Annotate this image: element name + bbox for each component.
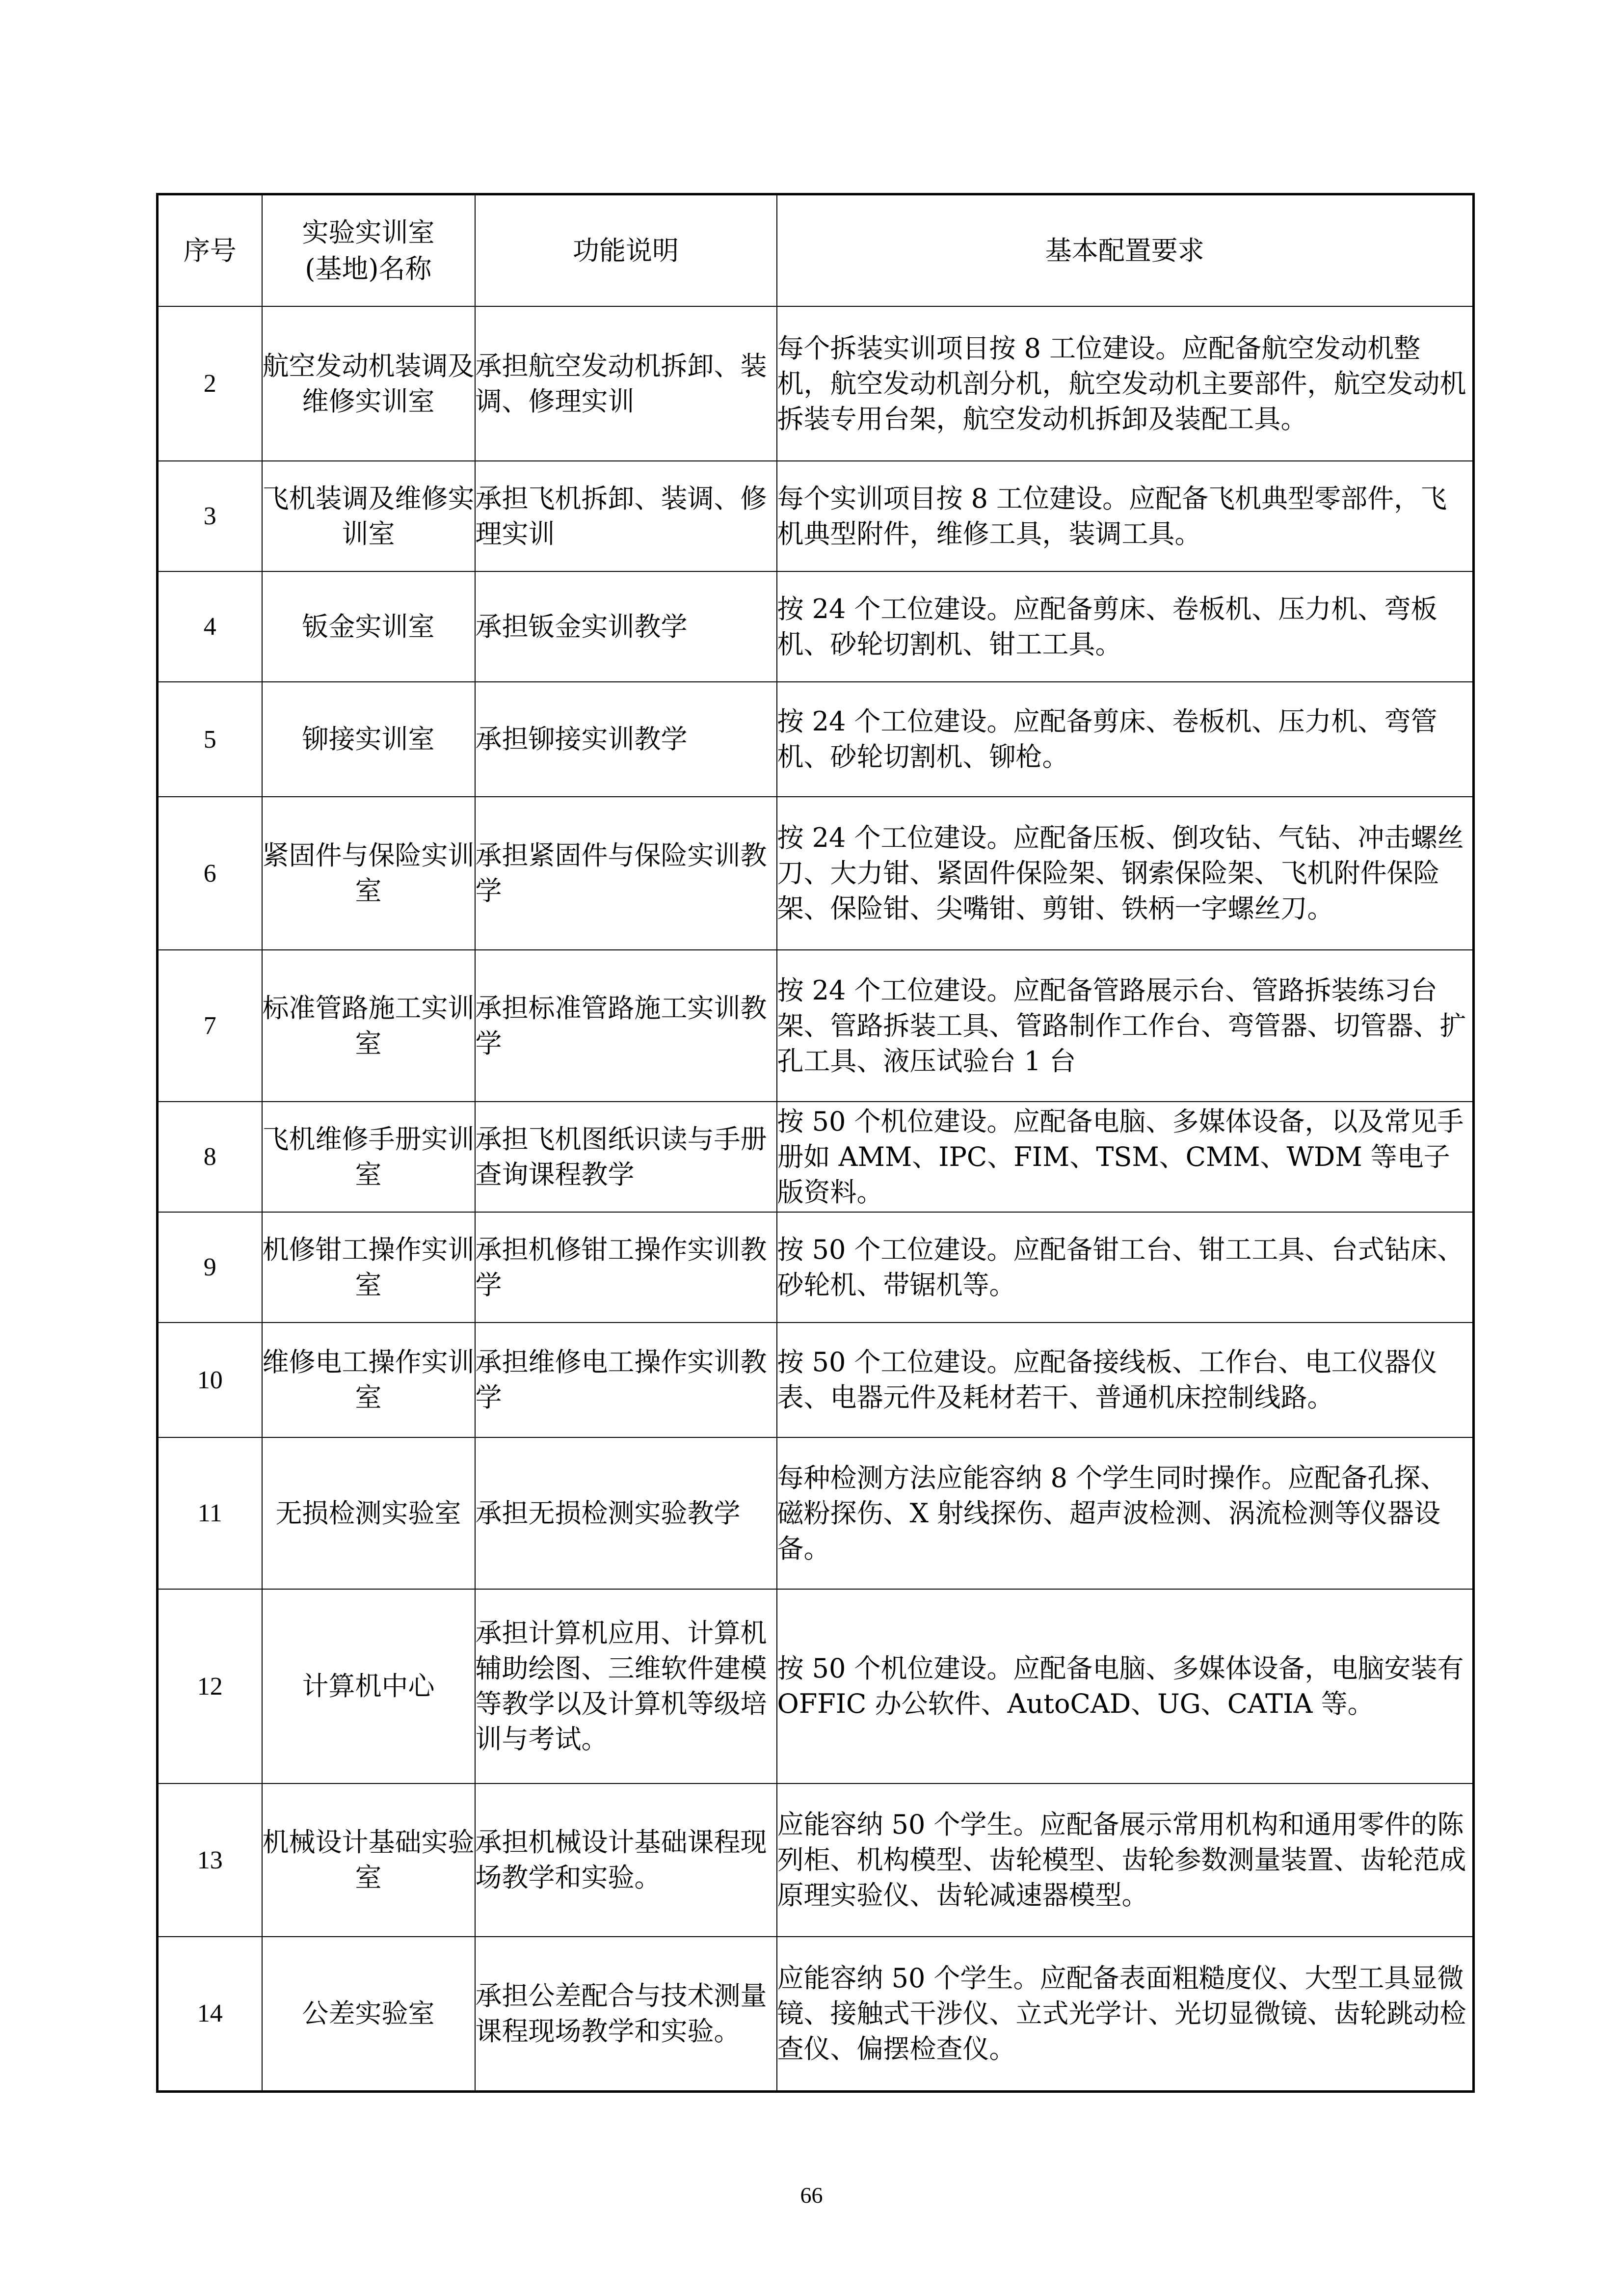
row-requirements: 按 50 个工位建设。应配备钳工台、钳工工具、台式钻床、砂轮机、带锯机等。	[777, 1212, 1474, 1323]
row-function: 承担飞机拆卸、装调、修理实训	[475, 461, 777, 571]
table-row	[158, 950, 1474, 1102]
row-name: 计算机中心	[262, 1589, 475, 1783]
table-row	[158, 1937, 1474, 2091]
row-seq: 10	[158, 1323, 262, 1437]
row-function: 承担钣金实训教学	[475, 571, 777, 682]
row-function: 承担计算机应用、计算机辅助绘图、三维软件建模等教学以及计算机等级培训与考试。	[475, 1589, 777, 1783]
row-requirements: 按 24 个工位建设。应配备管路展示台、管路拆装练习台架、管路拆装工具、管路制作工作台、弯管器、切管器、扩孔工具、液压试验台 1 台	[777, 950, 1474, 1102]
row-seq: 14	[158, 1937, 262, 2091]
header-name	[262, 194, 475, 307]
table-header-row	[158, 194, 1474, 307]
row-name: 飞机装调及维修实训室	[262, 461, 475, 571]
row-name: 机修钳工操作实训室	[262, 1212, 475, 1323]
table-row	[158, 1102, 1474, 1212]
lab-configuration-table	[156, 193, 1475, 2093]
row-seq: 12	[158, 1589, 262, 1783]
row-name: 紧固件与保险实训室	[262, 797, 475, 950]
table-row	[158, 1212, 1474, 1323]
row-seq: 2	[158, 306, 262, 461]
row-seq: 3	[158, 461, 262, 571]
row-name: 标准管路施工实训室	[262, 950, 475, 1102]
row-seq: 9	[158, 1212, 262, 1323]
table-row	[158, 461, 1474, 571]
table-row	[158, 797, 1474, 950]
row-function: 承担紧固件与保险实训教学	[475, 797, 777, 950]
header-requirements: 基本配置要求	[777, 194, 1474, 307]
row-function: 承担标准管路施工实训教学	[475, 950, 777, 1102]
header-seq: 序号	[158, 194, 262, 307]
row-requirements: 应能容纳 50 个学生。应配备表面粗糙度仪、大型工具显微镜、接触式干涉仪、立式光学计、光切显微镜、齿轮跳动检查仪、偏摆检查仪。	[777, 1937, 1474, 2091]
row-function: 承担公差配合与技术测量课程现场教学和实验。	[475, 1937, 777, 2091]
page-number: 66	[800, 2183, 823, 2208]
row-requirements: 每个拆装实训项目按 8 工位建设。应配备航空发动机整机，航空发动机剖分机，航空发动机主要部件，航空发动机拆装专用台架，航空发动机拆卸及装配工具。	[777, 306, 1474, 461]
row-seq: 7	[158, 950, 262, 1102]
row-name: 飞机维修手册实训室	[262, 1102, 475, 1212]
row-seq: 4	[158, 571, 262, 682]
row-requirements: 按 50 个工位建设。应配备接线板、工作台、电工仪器仪表、电器元件及耗材若干、普通机床控制线路。	[777, 1323, 1474, 1437]
table-row	[158, 1783, 1474, 1937]
row-name: 机械设计基础实验室	[262, 1783, 475, 1937]
row-requirements: 应能容纳 50 个学生。应配备展示常用机构和通用零件的陈列柜、机构模型、齿轮模型、齿轮参数测量装置、齿轮范成原理实验仪、齿轮减速器模型。	[777, 1783, 1474, 1937]
row-requirements: 每种检测方法应能容纳 8 个学生同时操作。应配备孔探、磁粉探伤、X 射线探伤、超声波检测、涡流检测等仪器设备。	[777, 1437, 1474, 1589]
row-seq: 11	[158, 1437, 262, 1589]
table-row	[158, 571, 1474, 682]
header-name-line2: (基地)名称	[305, 253, 432, 284]
row-requirements: 按 24 个工位建设。应配备剪床、卷板机、压力机、弯板机、砂轮切割机、钳工工具。	[777, 571, 1474, 682]
row-function: 承担维修电工操作实训教学	[475, 1323, 777, 1437]
table-row	[158, 682, 1474, 797]
row-function: 承担机修钳工操作实训教学	[475, 1212, 777, 1323]
row-function: 承担飞机图纸识读与手册查询课程教学	[475, 1102, 777, 1212]
row-requirements: 按 50 个机位建设。应配备电脑、多媒体设备，电脑安装有 OFFIC 办公软件、AutoCAD、UG、CATIA 等。	[777, 1589, 1474, 1783]
row-name: 铆接实训室	[262, 682, 475, 797]
row-requirements: 按 24 个工位建设。应配备剪床、卷板机、压力机、弯管机、砂轮切割机、铆枪。	[777, 682, 1474, 797]
table-row	[158, 1437, 1474, 1589]
row-name: 航空发动机装调及维修实训室	[262, 306, 475, 461]
header-function: 功能说明	[475, 194, 777, 307]
table-row	[158, 1323, 1474, 1437]
table-row	[158, 306, 1474, 461]
row-function: 承担无损检测实验教学	[475, 1437, 777, 1589]
row-function: 承担航空发动机拆卸、装调、修理实训	[475, 306, 777, 461]
row-seq: 13	[158, 1783, 262, 1937]
row-requirements: 按 24 个工位建设。应配备压板、倒攻钻、气钻、冲击螺丝刀、大力钳、紧固件保险架、钢索保险架、飞机附件保险架、保险钳、尖嘴钳、剪钳、铁柄一字螺丝刀。	[777, 797, 1474, 950]
row-name: 公差实验室	[262, 1937, 475, 2091]
row-seq: 5	[158, 682, 262, 797]
header-name-line1: 实验实训室	[302, 216, 435, 248]
row-name: 维修电工操作实训室	[262, 1323, 475, 1437]
table-row	[158, 1589, 1474, 1783]
row-seq: 6	[158, 797, 262, 950]
row-function: 承担机械设计基础课程现场教学和实验。	[475, 1783, 777, 1937]
row-name: 钣金实训室	[262, 571, 475, 682]
row-function: 承担铆接实训教学	[475, 682, 777, 797]
row-requirements: 每个实训项目按 8 工位建设。应配备飞机典型零部件，飞机典型附件，维修工具，装调工具。	[777, 461, 1474, 571]
row-seq: 8	[158, 1102, 262, 1212]
row-name: 无损检测实验室	[262, 1437, 475, 1589]
row-requirements: 按 50 个机位建设。应配备电脑、多媒体设备，以及常见手册如 AMM、IPC、FIM、TSM、CMM、WDM 等电子版资料。	[777, 1102, 1474, 1212]
